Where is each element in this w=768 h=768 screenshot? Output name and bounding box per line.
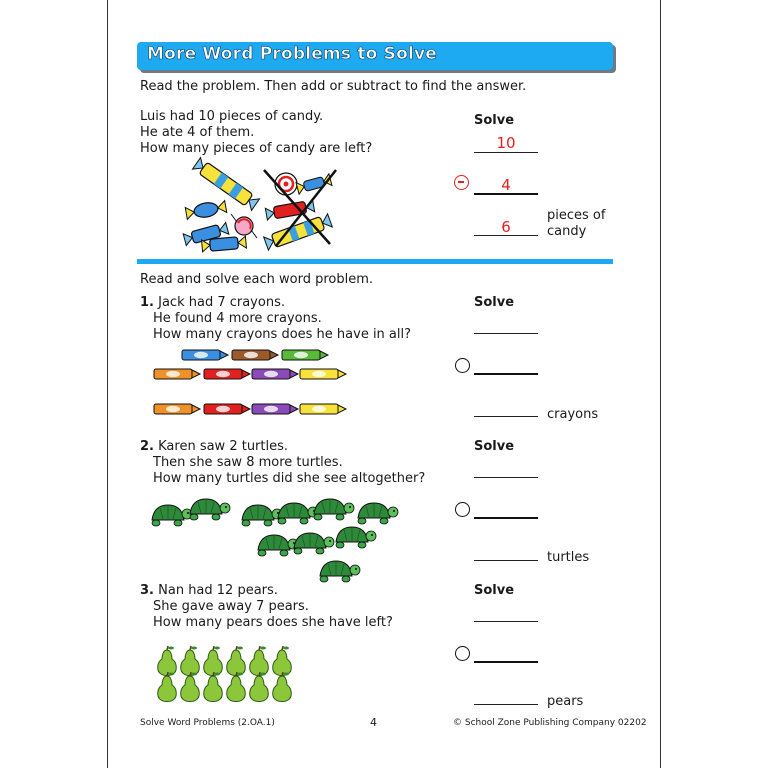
crayon-icon	[154, 404, 200, 414]
problem-2-line-1	[140, 438, 288, 455]
candy-illustration	[186, 162, 346, 257]
page-title: More Word Problems to Solve	[147, 44, 438, 64]
problem-1-line-3: How many crayons does he have in all?	[153, 327, 412, 342]
problem-2-number: 2.	[140, 439, 154, 454]
section-divider	[137, 259, 613, 264]
pear-icon	[250, 646, 269, 676]
problem-1-solve-label: Solve	[474, 295, 515, 310]
candy-icon	[275, 173, 297, 195]
section-instructions: Read and solve each word problem.	[140, 272, 374, 287]
problem-1-number: 1.	[140, 295, 154, 310]
footer-left: Solve Word Problems (2.OA.1)	[140, 718, 275, 728]
instructions: Read the problem. Then add or subtract to find the answer.	[140, 79, 527, 94]
example-second-number: 4	[501, 176, 511, 194]
crayon-icon	[232, 350, 278, 360]
pear-icon	[204, 672, 223, 702]
crayon-icon	[252, 404, 298, 414]
candy-icon	[192, 158, 259, 211]
example-unit-2: candy	[547, 224, 587, 239]
problem-3-line-1	[140, 582, 278, 599]
crayon-icon	[282, 350, 328, 360]
problem-2-line-2: Then she saw 8 more turtles.	[153, 455, 343, 470]
minus-icon	[458, 181, 464, 183]
example-line-answer	[474, 235, 538, 236]
problem-1-line-first[interactable]	[474, 333, 538, 334]
problem-3-line-answer[interactable]	[474, 704, 538, 705]
crayon-icon	[182, 350, 228, 360]
turtle-illustration	[148, 493, 408, 588]
pear-icon	[204, 646, 223, 676]
crayon-icon	[252, 369, 298, 379]
pear-icon	[181, 672, 200, 702]
problem-3-line-2: She gave away 7 pears.	[153, 599, 309, 614]
title-banner	[137, 42, 613, 70]
turtle-icon	[358, 503, 398, 524]
crayon-icon	[300, 404, 346, 414]
problem-2-line-first[interactable]	[474, 477, 538, 478]
problem-2-operator-circle[interactable]	[455, 502, 470, 517]
pear-icon	[227, 646, 246, 676]
problem-2-line-second[interactable]	[474, 517, 538, 519]
pear-icon	[158, 646, 177, 676]
turtle-icon	[152, 505, 192, 526]
problem-2-line-3: How many turtles did she see altogether?	[153, 471, 426, 486]
problem-1-line-2: He found 4 more crayons.	[153, 311, 322, 326]
problem-2-text-1: Karen saw 2 turtles.	[158, 439, 289, 454]
crayon-icon	[204, 369, 250, 379]
problem-1-line-second[interactable]	[474, 373, 538, 375]
example-first-number: 10	[496, 134, 516, 152]
problem-1-operator-circle[interactable]	[455, 358, 470, 373]
page-number: 4	[370, 716, 377, 729]
problem-3-unit: pears	[547, 694, 584, 709]
problem-3-line-first[interactable]	[474, 621, 538, 622]
pear-icon	[273, 646, 292, 676]
pear-icon	[158, 672, 177, 702]
turtle-icon	[242, 505, 282, 526]
problem-3-line-3: How many pears does she have left?	[153, 615, 393, 630]
footer-right: © School Zone Publishing Company 02202	[453, 718, 647, 728]
crayon-icon	[154, 369, 200, 379]
turtle-icon	[320, 561, 360, 582]
crayon-icon	[300, 369, 346, 379]
turtle-icon	[336, 527, 376, 548]
example-solve-label: Solve	[474, 113, 515, 128]
turtle-icon	[190, 499, 230, 520]
problem-2-solve-label: Solve	[474, 439, 515, 454]
example-line-second	[474, 193, 538, 195]
problem-3-line-second[interactable]	[474, 661, 538, 663]
example-unit-1: pieces of	[547, 208, 606, 223]
problem-2-unit: turtles	[547, 550, 590, 565]
candy-icon	[296, 174, 332, 194]
candy-icon	[185, 200, 227, 221]
example-operator-circle	[454, 175, 469, 190]
turtle-icon	[294, 533, 334, 554]
problem-2-line-answer[interactable]	[474, 560, 538, 561]
turtle-icon	[278, 503, 318, 524]
problem-1-line-answer[interactable]	[474, 416, 538, 417]
turtle-icon	[314, 499, 354, 520]
example-line-3: How many pieces of candy are left?	[140, 141, 373, 156]
problem-3-number: 3.	[140, 583, 154, 598]
problem-1-text-1: Jack had 7 crayons.	[158, 295, 285, 310]
turtle-icon	[258, 535, 298, 556]
pear-icon	[181, 646, 200, 676]
crayon-icon	[204, 404, 250, 414]
problem-1-line-1	[140, 294, 285, 311]
example-line-2: He ate 4 of them.	[140, 125, 255, 140]
problem-3-solve-label: Solve	[474, 583, 515, 598]
example-answer: 6	[501, 218, 511, 236]
example-line-first	[474, 152, 538, 153]
crayon-illustration	[152, 345, 352, 420]
problem-3-text-1: Nan had 12 pears.	[158, 583, 278, 598]
problem-1-unit: crayons	[547, 407, 599, 422]
pear-icon	[227, 672, 246, 702]
example-line-1: Luis had 10 pieces of candy.	[140, 109, 324, 124]
candy-icon	[231, 214, 257, 238]
problem-3-operator-circle[interactable]	[455, 646, 470, 661]
pear-illustration	[155, 644, 305, 706]
pear-icon	[250, 672, 269, 702]
pear-icon	[273, 672, 292, 702]
